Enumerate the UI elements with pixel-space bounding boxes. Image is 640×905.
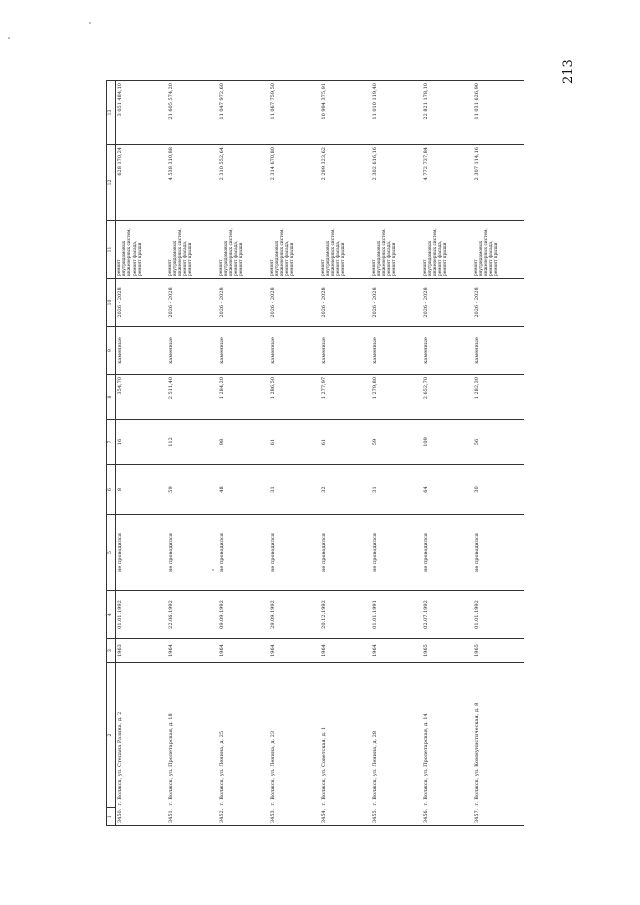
repair-type-cell: ремонт внутридомовых инженерных систем, ремонт фасада, ремонт крыши — [269, 221, 320, 279]
material-cell: каменные — [218, 327, 269, 375]
count-cell: 59 — [167, 465, 218, 515]
cost-cell: 3 051 484,10 — [116, 81, 167, 145]
column-number-row — [107, 81, 116, 826]
cost-cell: 22 821 178,10 — [422, 81, 473, 145]
cost-cell: 10 994 375,91 — [320, 81, 371, 145]
date-cell: 01.01.1991 — [371, 591, 422, 639]
count-cell: 8 — [116, 465, 167, 515]
status-cell: не проводился — [269, 515, 320, 591]
status-cell: не проводился — [473, 515, 524, 591]
year-cell: 1964 — [218, 639, 269, 663]
address-cell: г. Волжск, ул. Пролетарская, д. 14 — [422, 663, 473, 808]
address-cell: г. Волжск, ул. Ленина, д. 28 — [371, 663, 422, 808]
cost-cell: 11 067 759,50 — [269, 81, 320, 145]
table-row — [473, 81, 524, 826]
year-cell: 1964 — [269, 639, 320, 663]
date-cell: 01.01.1992 — [116, 591, 167, 639]
table-row — [269, 81, 320, 826]
column-number: 7 — [107, 420, 116, 465]
row-number: 3450. — [116, 808, 167, 826]
period-cell: 2026 - 2028 — [167, 279, 218, 327]
column-number: 13 — [107, 81, 116, 145]
material-cell: каменные — [116, 327, 167, 375]
row-number: 3455. — [371, 808, 422, 826]
column-number: 8 — [107, 375, 116, 420]
repair-type-cell: ремонт внутридомовых инженерных систем, ремонт фасада, ремонт крыши — [167, 221, 218, 279]
repair-type-cell: ремонт внутридомовых инженерных систем, ремонт фасада, ремонт крыши — [116, 221, 167, 279]
cost-cell: 4 538 310,88 — [167, 145, 218, 221]
repair-type-cell: ремонт внутридомовых инженерных систем, ремонт фасада, ремонт крыши — [218, 221, 269, 279]
address-cell: г. Волжск, ул. Ленина, д. 25 — [218, 663, 269, 808]
date-cell: 01.01.1992 — [473, 591, 524, 639]
cost-cell: 11 010 119,40 — [371, 81, 422, 145]
period-cell: 2026 - 2028 — [320, 279, 371, 327]
repair-type-cell: ремонт внутридомовых инженерных систем, ремонт фасада, ремонт крыши — [320, 221, 371, 279]
period-cell: 2026 - 2028 — [116, 279, 167, 327]
repair-type-cell: ремонт внутридомовых инженерных систем, ремонт фасада, ремонт крыши — [422, 221, 473, 279]
material-cell: каменные — [320, 327, 371, 375]
column-number: 9 — [107, 327, 116, 375]
area-cell: 1 279,80 — [371, 375, 422, 420]
column-number: 5 — [107, 515, 116, 591]
count-cell: 56 — [473, 420, 524, 465]
housing-repair-table — [106, 80, 524, 826]
row-number: 3457. — [473, 808, 524, 826]
count-cell: 48 — [218, 465, 269, 515]
address-cell: г. Волжск, ул. Степана Разина, д. 2 — [116, 663, 167, 808]
count-cell: 98 — [218, 420, 269, 465]
table-row — [167, 81, 218, 826]
cost-cell: 2 314 670,80 — [269, 145, 320, 221]
area-cell: 1 284,20 — [218, 375, 269, 420]
year-cell: 1964 — [320, 639, 371, 663]
date-cell: 02.07.1992 — [422, 591, 473, 639]
scan-speck — [212, 569, 214, 571]
column-number: 6 — [107, 465, 116, 515]
material-cell: каменные — [167, 327, 218, 375]
table-row — [422, 81, 473, 826]
column-number: 11 — [107, 221, 116, 279]
year-cell: 1964 — [371, 639, 422, 663]
cost-cell: 11 031 626,90 — [473, 81, 524, 145]
date-cell: 29.09.1992 — [269, 591, 320, 639]
date-cell: 09.09.1992 — [218, 591, 269, 639]
period-cell: 2026 - 2028 — [371, 279, 422, 327]
row-number: 3453. — [269, 808, 320, 826]
repair-type-cell: ремонт внутридомовых инженерных систем, ремонт фасада, ремонт крыши — [473, 221, 524, 279]
area-cell: 1 286,50 — [269, 375, 320, 420]
count-cell: 31 — [371, 465, 422, 515]
cost-cell: 628 170,24 — [116, 145, 167, 221]
count-cell: 16 — [116, 420, 167, 465]
year-cell: 1965 — [473, 639, 524, 663]
cost-cell: 2 310 552,64 — [218, 145, 269, 221]
cost-cell: 4 772 737,84 — [422, 145, 473, 221]
table-row — [371, 81, 422, 826]
date-cell: 22.06.1992 — [167, 591, 218, 639]
cost-cell: 2 302 616,16 — [371, 145, 422, 221]
cost-cell: 11 047 972,60 — [218, 81, 269, 145]
address-cell: г. Волжск, ул. Пролетарская, д. 18 — [167, 663, 218, 808]
count-cell: 64 — [422, 465, 473, 515]
count-cell: 59 — [371, 420, 422, 465]
status-cell: не проводился — [422, 515, 473, 591]
table-row — [218, 81, 269, 826]
address-cell: г. Волжск, ул. Советская, д. 1 — [320, 663, 371, 808]
scan-speck — [8, 37, 10, 39]
table-row — [320, 81, 371, 826]
area-cell: 2 511,40 — [167, 375, 218, 420]
status-cell: не проводился — [371, 515, 422, 591]
column-number: 1 — [107, 808, 116, 826]
column-number: 3 — [107, 639, 116, 663]
year-cell: 1963 — [116, 639, 167, 663]
area-cell: 2 652,70 — [422, 375, 473, 420]
count-cell: 109 — [422, 420, 473, 465]
row-number: 3454. — [320, 808, 371, 826]
status-cell: не проводился — [116, 515, 167, 591]
year-cell: 1965 — [422, 639, 473, 663]
page-number: 213 — [561, 59, 576, 84]
count-cell: 32 — [320, 465, 371, 515]
status-cell: не проводился — [167, 515, 218, 591]
period-cell: 2026 - 2028 — [269, 279, 320, 327]
material-cell: каменные — [422, 327, 473, 375]
table-row — [116, 81, 167, 826]
period-cell: 2026 - 2028 — [218, 279, 269, 327]
address-cell: г. Волжск, ул. Ленина, д. 23 — [269, 663, 320, 808]
area-cell: 354,70 — [116, 375, 167, 420]
column-number: 12 — [107, 145, 116, 221]
scan-speck — [89, 22, 91, 24]
count-cell: 112 — [167, 420, 218, 465]
row-number: 3451. — [167, 808, 218, 826]
material-cell: каменные — [371, 327, 422, 375]
status-cell: не проводился — [320, 515, 371, 591]
count-cell: 31 — [269, 465, 320, 515]
area-cell: 1 277,97 — [320, 375, 371, 420]
count-cell: 30 — [473, 465, 524, 515]
status-cell: не проводился — [218, 515, 269, 591]
cost-cell: 2 299 323,62 — [320, 145, 371, 221]
count-cell: 61 — [320, 420, 371, 465]
material-cell: каменные — [473, 327, 524, 375]
year-cell: 1964 — [167, 639, 218, 663]
column-number: 2 — [107, 663, 116, 808]
cost-cell: 21 605 574,20 — [167, 81, 218, 145]
material-cell: каменные — [269, 327, 320, 375]
period-cell: 2026 - 2028 — [422, 279, 473, 327]
date-cell: 20.12.1992 — [320, 591, 371, 639]
repair-type-cell: ремонт внутридомовых инженерных систем, ремонт фасада, ремонт крыши — [371, 221, 422, 279]
row-number: 3452. — [218, 808, 269, 826]
column-number: 10 — [107, 279, 116, 327]
row-number: 3456. — [422, 808, 473, 826]
address-cell: г. Волжск, ул. Коммунистическая, д. 8 — [473, 663, 524, 808]
count-cell: 61 — [269, 420, 320, 465]
area-cell: 1 282,30 — [473, 375, 524, 420]
column-number: 4 — [107, 591, 116, 639]
period-cell: 2026 - 2028 — [473, 279, 524, 327]
cost-cell: 2 307 114,16 — [473, 145, 524, 221]
